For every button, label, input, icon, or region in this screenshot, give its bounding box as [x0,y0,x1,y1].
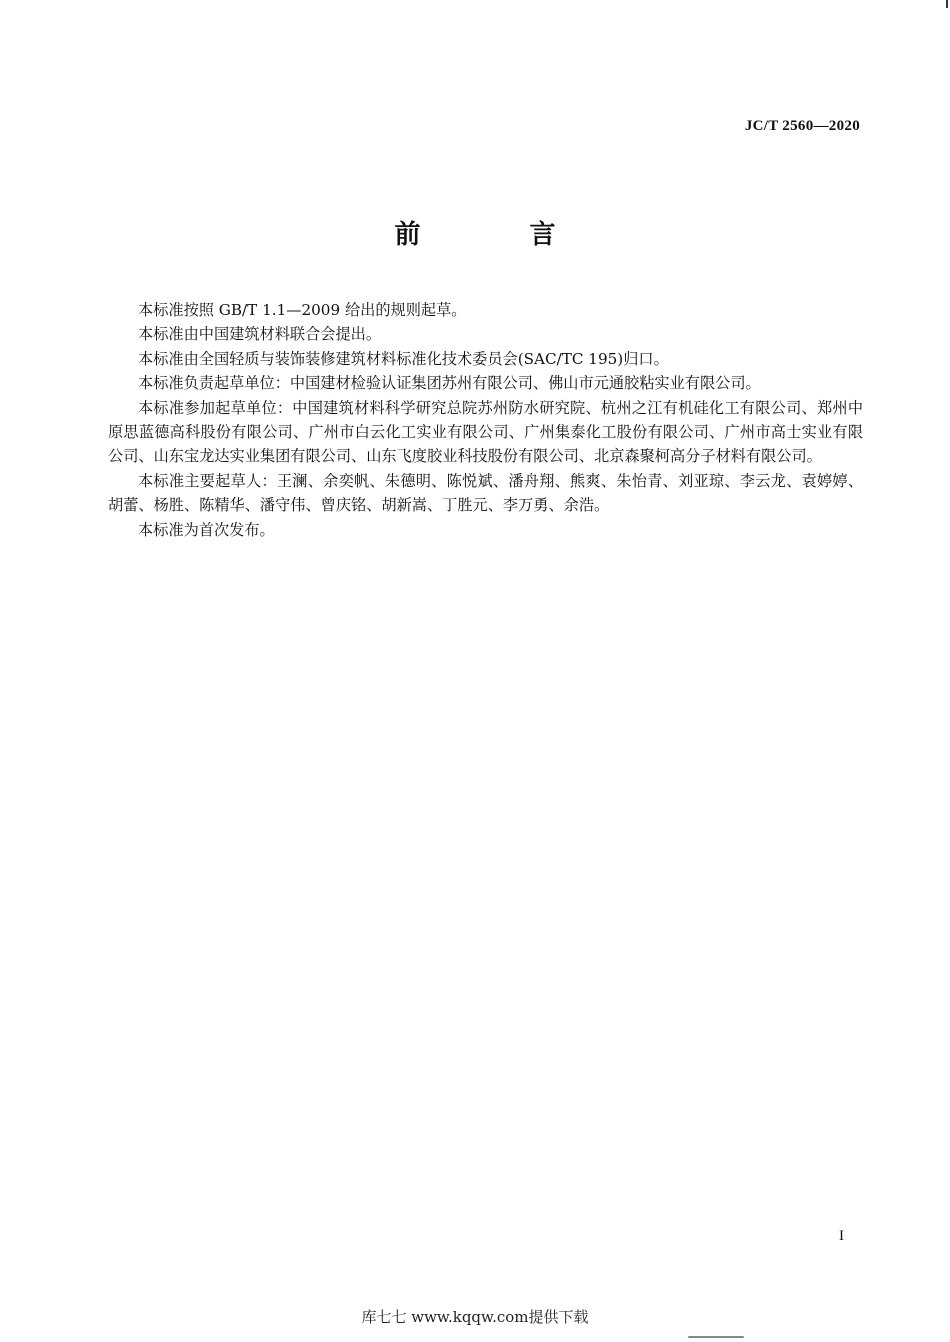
page-number: I [839,1228,844,1244]
paragraph-main-drafters: 本标准主要起草人：王澜、余奕帆、朱德明、陈悦斌、潘舟翔、熊爽、朱怡青、刘亚琼、李云龙、袁婷婷、胡蕾、杨胜、陈精华、潘守伟、曾庆铭、胡新嵩、丁胜元、李万勇、余浩。 [108,471,863,515]
paragraph-administrator: 本标准由全国轻质与装饰装修建筑材料标准化技术委员会(SAC/TC 195)归口。 [138,349,669,368]
download-watermark: 库七七 www.kqqw.com提供下载 [361,1308,589,1326]
paragraph-drafting-rules: 本标准按照 GB/T 1.1—2009 给出的规则起草。 [138,301,467,319]
paragraph-proposer: 本标准由中国建筑材料联合会提出。 [138,325,381,344]
paragraph-lead-drafters: 本标准负责起草单位：中国建材检验认证集团苏州有限公司、佛山市元通胶粘实业有限公司。 [138,374,761,393]
paragraph-first-release: 本标准为首次发布。 [138,520,275,539]
paragraph-participating-drafters: 本标准参加起草单位：中国建筑材料科学研究总院苏州防水研究院、杭州之江有机硅化工有限公司、郑州中原思蓝德高科股份有限公司、广州市白云化工实业有限公司、广州集泰化工股份有限公司、广州市高士实业有限公司、山东宝龙达实业集团有限公司、山东飞度胶业科技股份有限公司、北京森聚柯高分子材料有限公司。 [108,398,863,466]
page-title: 前 言 [394,220,606,250]
scan-corner-mark [946,0,948,8]
scan-smudge [688,1336,744,1338]
foreword-body [108,298,863,542]
document-code: JC/T 2560—2020 [744,118,860,134]
